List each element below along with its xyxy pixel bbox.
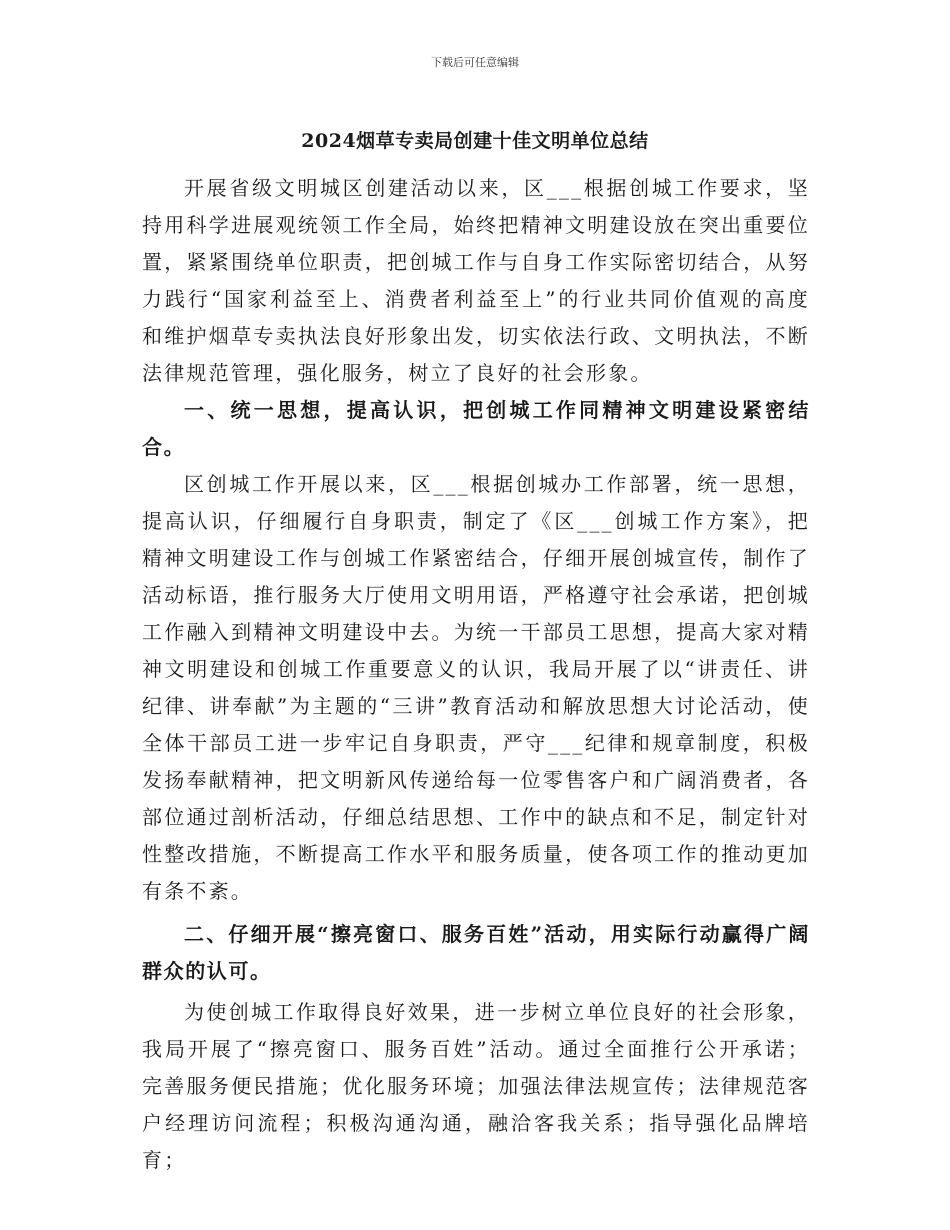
document-body [142, 170, 810, 1179]
intro-paragraph: 开展省级文明城区创建活动以来，区___根据创城工作要求，坚持用科学进展观统领工作全局，始终把精神文明建设放在突出重要位置，紧紧围绕单位职责，把创城工作与自身工作实际密切结合，从努力践行“国家利益至上、消费者利益至上”的行业共同价值观的高度和维护烟草专卖执法良好形象出发，切实依法行政、文明执法，不断法律规范管理，强化服务，树立了良好的社会形象。 [142, 176, 810, 385]
section-2-paragraph: 为使创城工作取得良好效果，进一步树立单位良好的社会形象，我局开展了“擦亮窗口、服务百姓”活动。通过全面推行公开承诺；完善服务便民措施；优化服务环境；加强法律法规宣传；法律规范客户经理访问流程；积极沟通沟通，融洽客我关系；指导强化品牌培育； [142, 1000, 810, 1172]
section-1-paragraph: 区创城工作开展以来，区___根据创城办工作部署，统一思想，提高认识，仔细履行自身职责，制定了《区___创城工作方案》，把精神文明建设工作与创城工作紧密结合，仔细开展创城宣传，制作了活动标语，推行服务大厅使用文明用语，严格遵守社会承诺，把创城工作融入到精神文明建设中去。为统一干部员工思想，提高大家对精神文明建设和创城工作重要意义的认识，我局开展了以“讲责任、讲纪律、讲奉献”为主题的“三讲”教育活动和解放思想大讨论活动，使全体干部员工进一步牢记自身职责，严守___纪律和规章制度，积极发扬奉献精神，把文明新风传递给每一位零售客户和广阔消费者，各部位通过剖析活动，仔细总结思想、工作中的缺点和不足，制定针对性整改措施，不断提高工作水平和服务质量，使各项工作的推动更加有条不紊。 [142, 472, 810, 903]
section-2-heading: 二、仔细开展“擦亮窗口、服务百姓”活动，用实际行动赢得广阔群众的认可。 [142, 922, 810, 983]
header-watermark: 下载后可任意编辑 [431, 56, 519, 69]
section-1-heading: 一、统一思想，提高认识，把创城工作同精神文明建设紧密结合。 [142, 398, 810, 459]
document-title: 2024烟草专卖局创建十佳文明单位总结 [301, 130, 649, 152]
